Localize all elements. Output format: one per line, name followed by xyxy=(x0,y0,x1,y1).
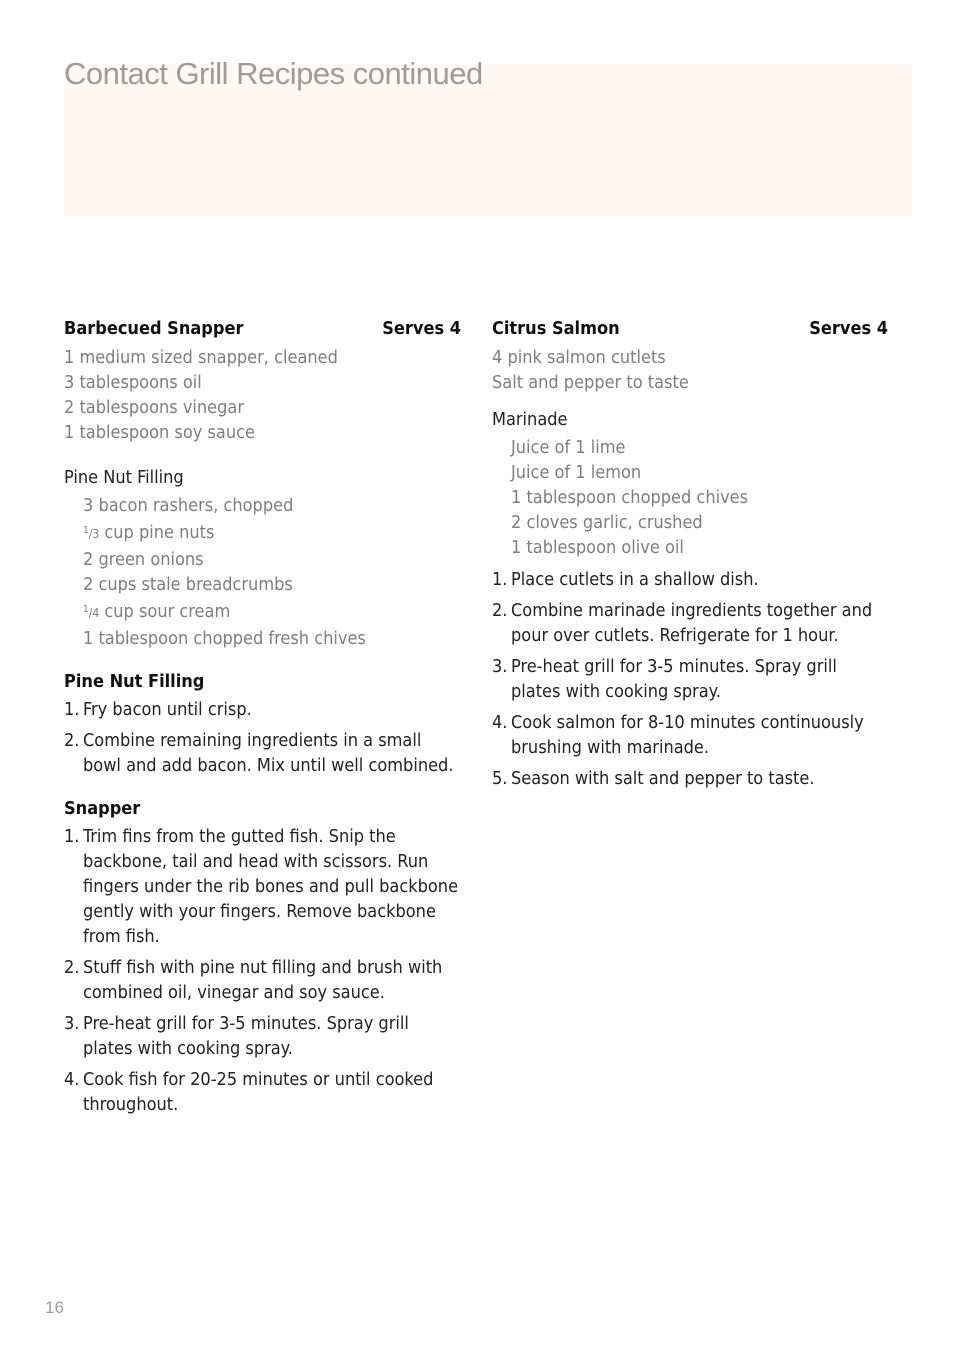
fraction: $^1$/3 xyxy=(83,525,100,541)
ingredient-item: 2 green onions xyxy=(83,549,204,570)
method-step: 3. Pre-heat grill for 3-5 minutes. Spray grill plates with cooking spray. xyxy=(64,1013,409,1059)
ingredient-item: 1 tablespoon olive oil xyxy=(511,537,684,558)
ingredient-item: 1 medium sized snapper, cleaned xyxy=(64,347,338,368)
ingredient-item: 1 tablespoon soy sauce xyxy=(64,422,255,443)
method-heading-filling: Pine Nut Filling xyxy=(64,671,205,692)
recipe-header xyxy=(64,316,461,342)
ingredient-item: 3 bacon rashers, chopped xyxy=(83,495,294,516)
ingredient-item: 2 cups stale breadcrumbs xyxy=(83,574,293,595)
ingredient-item: Juice of 1 lime xyxy=(511,437,626,458)
ingredient-item: $^1$/4 cup sour cream xyxy=(83,601,231,622)
fraction: $^1$/4 xyxy=(83,604,100,620)
ingredient-item: 1 tablespoon chopped chives xyxy=(511,487,749,508)
ingredient-item: Juice of 1 lemon xyxy=(511,462,642,483)
method-heading-snapper: Snapper xyxy=(64,798,141,819)
recipe-barbecued-snapper xyxy=(64,316,461,1123)
method-step: 3. Pre-heat grill for 3-5 minutes. Spray grill plates with cooking spray. xyxy=(492,656,837,702)
method-step: 1. Fry bacon until crisp. xyxy=(64,699,252,720)
ingredient-item: 2 tablespoons vinegar xyxy=(64,397,245,418)
ingredient-item: $^1$/3 cup pine nuts xyxy=(83,522,215,543)
recipe-title: Barbecued Snapper xyxy=(64,318,244,339)
serves-label: Serves 4 xyxy=(382,318,461,339)
ingredient-item: Salt and pepper to taste xyxy=(492,372,689,393)
method-steps-snapper xyxy=(64,824,461,1117)
method-step: 2. Combine marinade ingredients together and pour over cutlets. Refrigerate for 1 hour. xyxy=(492,600,873,646)
ingredient-item: 2 cloves garlic, crushed xyxy=(511,512,703,533)
method-steps-salmon xyxy=(492,567,888,791)
method-step: 4. Cook fish for 20-25 minutes or until cooked throughout. xyxy=(64,1069,434,1115)
recipe-title: Citrus Salmon xyxy=(492,318,620,339)
method-step: 2. Stuff fish with pine nut filling and brush with combined oil, vinegar and soy sauce. xyxy=(64,957,443,1003)
serves-label: Serves 4 xyxy=(809,318,888,339)
filling-ingredient-list xyxy=(64,493,461,651)
filling-subheading: Pine Nut Filling xyxy=(64,467,184,488)
ingredient-item: 4 pink salmon cutlets xyxy=(492,347,666,368)
method-step: 1. Place cutlets in a shallow dish. xyxy=(492,569,759,590)
marinade-ingredient-list xyxy=(492,435,888,560)
method-step: 2. Combine remaining ingredients in a small bowl and add bacon. Mix until well combined. xyxy=(64,730,454,776)
method-step: 4. Cook salmon for 8-10 minutes continuously brushing with marinade. xyxy=(492,712,864,758)
method-step: 5. Season with salt and pepper to taste. xyxy=(492,768,815,789)
ingredient-item: 3 tablespoons oil xyxy=(64,372,202,393)
method-step: 1. Trim fins from the gutted fish. Snip the backbone, tail and head with scissors. Run fingers under the rib bones and pull backbone gently with your fingers. Remove backbone from fish. xyxy=(64,826,459,947)
page-title: Contact Grill Recipes continued xyxy=(64,56,483,91)
ingredient-list xyxy=(64,345,461,445)
recipe-header xyxy=(492,316,888,342)
ingredient-item: 1 tablespoon chopped fresh chives xyxy=(83,628,366,649)
page-number: 16 xyxy=(45,1298,64,1317)
ingredient-list xyxy=(492,345,888,395)
method-steps-filling xyxy=(64,697,461,778)
marinade-subheading: Marinade xyxy=(492,409,568,430)
recipe-citrus-salmon xyxy=(492,316,888,797)
